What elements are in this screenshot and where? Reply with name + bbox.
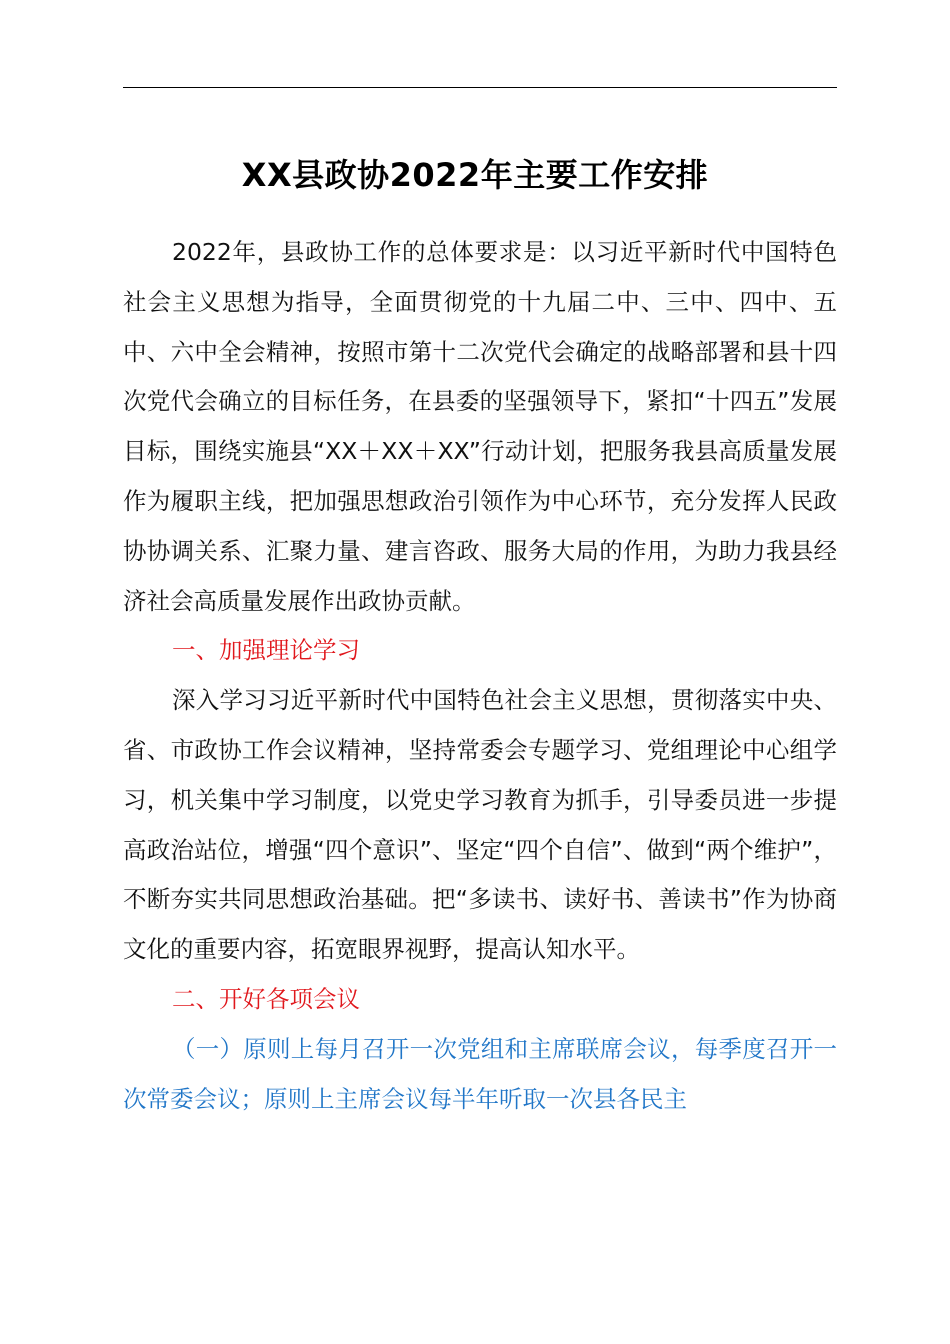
- body-paragraph-study: 深入学习习近平新时代中国特色社会主义思想，贯彻落实中央、省、市政协工作会议精神，坚持常委会专题学习、党组理论中心组学习，机关集中学习制度，以党史学习教育为抓手，引导委员进一步提高政治站位，增强“四个意识”、坚定“四个自信”、做到“两个维护”，不断夯实共同思想政治基础。把“多读书、读好书、善读书”作为协商文化的重要内容，拓宽眼界视野，提高认知水平。: [123, 686, 837, 964]
- document-title: XX县政协2022年主要工作安排: [241, 156, 709, 194]
- header-rule: [123, 87, 837, 88]
- section-heading-1: 一、加强理论学习: [172, 636, 360, 665]
- body-paragraph-intro: 2022年，县政协工作的总体要求是：以习近平新时代中国特色社会主义思想为指导，全面贯彻党的十九届二中、三中、四中、五中、六中全会精神，按照市第十二次党代会确定的战略部署和县十四次党代会确立的目标任务，在县委的坚强领导下，紧扣“十四五”发展目标，围绕实施县“XX＋XX＋XX”行动计划，把服务我县高质量发展作为履职主线，把加强思想政治引领作为中心环节，充分发挥人民政协协调关系、汇聚力量、建言咨政、服务大局的作用，为助力我县经济社会高质量发展作出政协贡献。: [123, 238, 837, 615]
- subsection-paragraph-1: （一）原则上每月召开一次党组和主席联席会议，每季度召开一次常委会议；原则上主席会议每半年听取一次县各民主: [123, 1034, 837, 1113]
- section-heading-2: 二、开好各项会议: [172, 984, 360, 1013]
- document-body: [123, 228, 837, 1124]
